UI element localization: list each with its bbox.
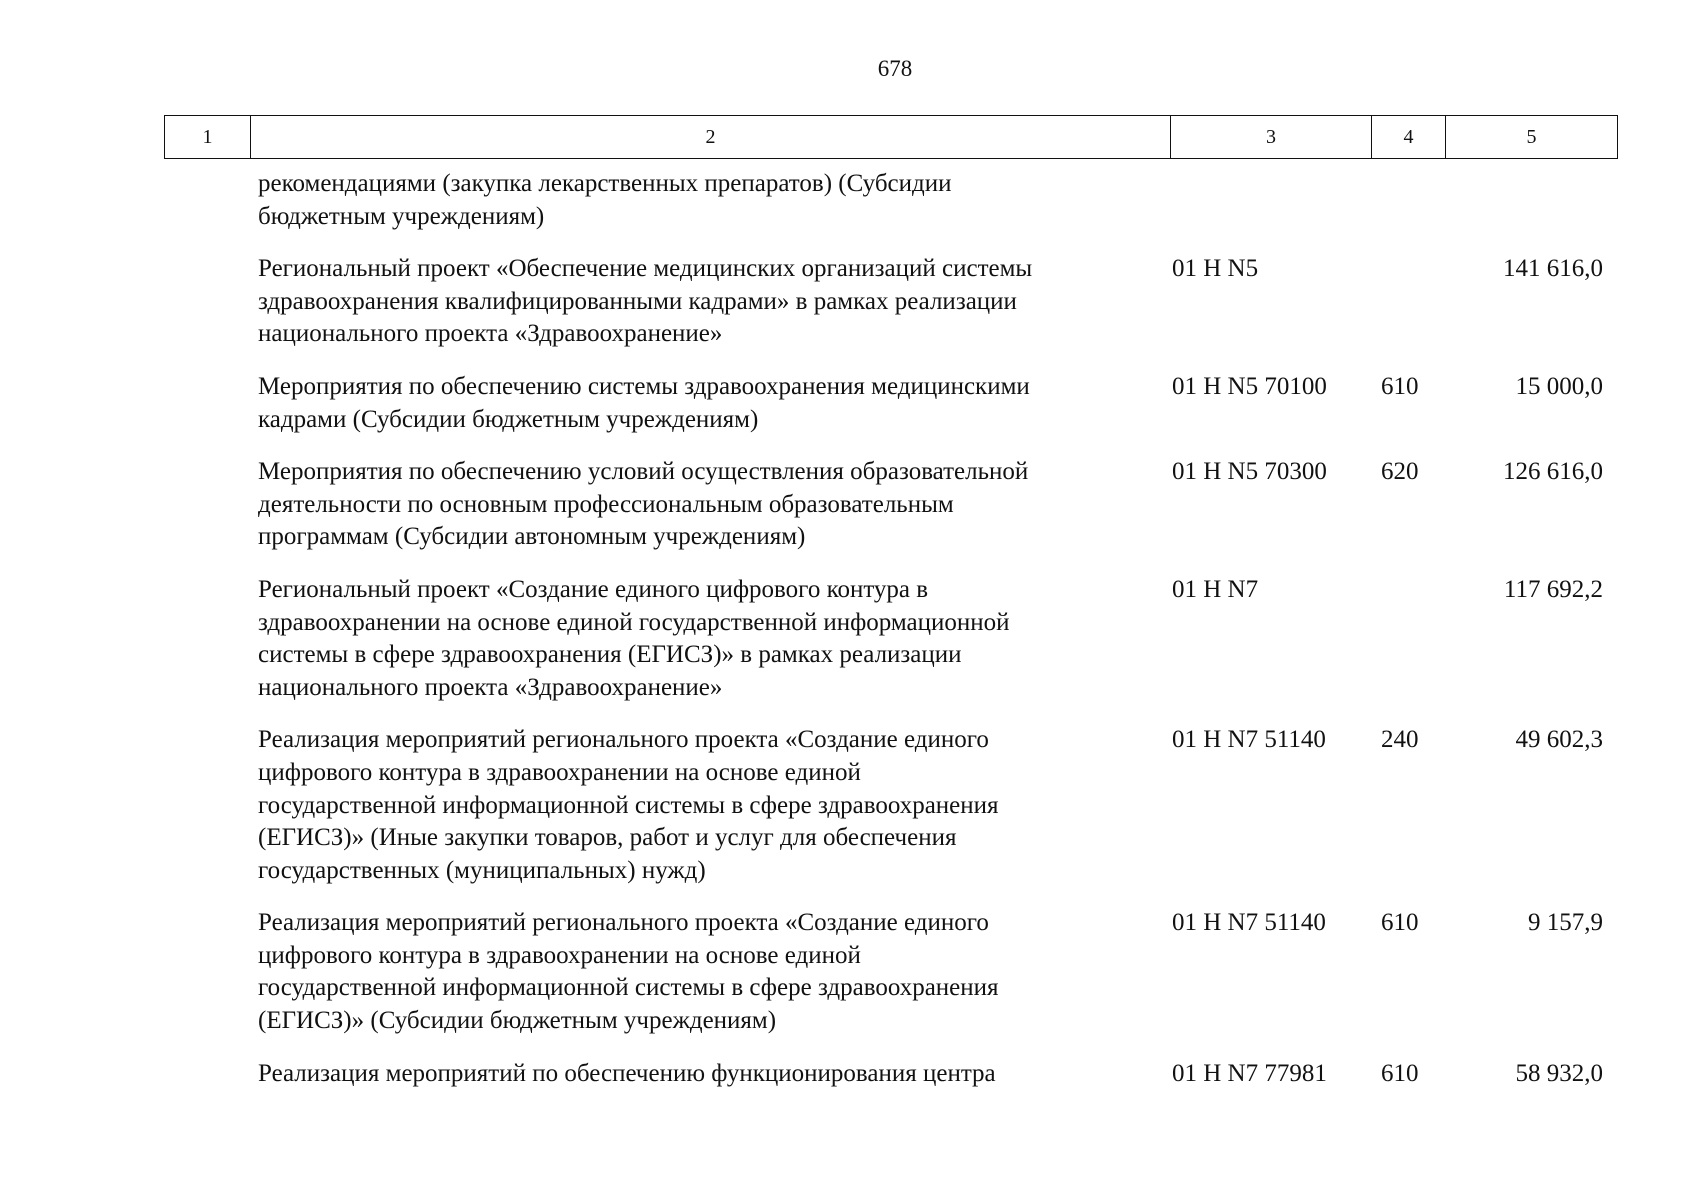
- amount: 15 000,0: [1515, 372, 1603, 400]
- description-line: здравоохранения квалифицированными кадрами» в рамках реализации: [258, 287, 1017, 315]
- amount: 9 157,9: [1528, 909, 1603, 937]
- description-line: Мероприятия по обеспечению условий осуществления образовательной: [258, 458, 1029, 486]
- table-row: [0, 1058, 1697, 1091]
- target-article-code: 01 Н N7 51140: [1172, 909, 1326, 937]
- row-description: [258, 1058, 1138, 1091]
- table-row: [0, 907, 1697, 1037]
- row-description: [258, 253, 1138, 351]
- description-line: Мероприятия по обеспечению системы здравоохранения медицинскими: [258, 372, 1030, 400]
- description-line: государственной информационной системы в сфере здравоохранения: [258, 974, 999, 1002]
- row-description: [258, 456, 1138, 554]
- description-line: (ЕГИСЗ)» (Иные закупки товаров, работ и услуг для обеспечения: [258, 824, 957, 852]
- table-row: [0, 574, 1697, 704]
- expense-type-code: 620: [1381, 458, 1419, 486]
- expense-type-code: 240: [1381, 726, 1419, 754]
- column-header-row: [165, 116, 1618, 159]
- description-line: государственных (муниципальных) нужд): [258, 856, 706, 884]
- description-line: национального проекта «Здравоохранение»: [258, 673, 723, 701]
- table-row: [0, 253, 1697, 351]
- table-row: [0, 168, 1697, 233]
- description-line: цифрового контура в здравоохранении на основе единой: [258, 758, 861, 786]
- amount: 126 616,0: [1503, 458, 1603, 486]
- column-header-3: 3: [1171, 116, 1372, 159]
- target-article-code: 01 Н N5 70100: [1172, 372, 1327, 400]
- description-line: программам (Субсидии автономным учреждениям): [258, 523, 806, 551]
- row-description: [258, 724, 1138, 887]
- table-row: [0, 724, 1697, 887]
- amount: 141 616,0: [1503, 255, 1603, 283]
- expense-type-code: 610: [1381, 909, 1419, 937]
- description-line: бюджетным учреждениям): [258, 202, 545, 230]
- description-line: системы в сфере здравоохранения (ЕГИСЗ)» в рамках реализации: [258, 641, 962, 669]
- amount: 58 932,0: [1515, 1059, 1603, 1087]
- target-article-code: 01 Н N7 51140: [1172, 726, 1326, 754]
- description-line: Реализация мероприятий регионального проекта «Создание единого: [258, 909, 989, 937]
- amount: 117 692,2: [1503, 575, 1603, 603]
- description-line: (ЕГИСЗ)» (Субсидии бюджетным учреждениям): [258, 1007, 777, 1035]
- description-line: кадрами (Субсидии бюджетным учреждениям): [258, 405, 759, 433]
- row-description: [258, 371, 1138, 436]
- description-line: Региональный проект «Обеспечение медицинских организаций системы: [258, 255, 1033, 283]
- row-description: [258, 574, 1138, 704]
- description-line: Реализация мероприятий регионального проекта «Создание единого: [258, 726, 989, 754]
- page-number: 678: [877, 56, 913, 81]
- column-header-5: 5: [1446, 116, 1618, 159]
- description-line: цифрового контура в здравоохранении на основе единой: [258, 941, 861, 969]
- table-row: [0, 371, 1697, 436]
- description-line: национального проекта «Здравоохранение»: [258, 320, 723, 348]
- budget-rows: [0, 168, 1697, 1110]
- expense-type-code: 610: [1381, 1059, 1419, 1087]
- description-line: Реализация мероприятий по обеспечению функционирования центра: [258, 1059, 996, 1087]
- column-header-table: [164, 115, 1618, 159]
- description-line: деятельности по основным профессиональным образовательным: [258, 490, 954, 518]
- amount: 49 602,3: [1515, 726, 1603, 754]
- row-description: [258, 907, 1138, 1037]
- row-description: [258, 168, 1138, 233]
- target-article-code: 01 Н N5 70300: [1172, 458, 1327, 486]
- target-article-code: 01 Н N5: [1172, 255, 1259, 283]
- column-header-4: 4: [1372, 116, 1446, 159]
- description-line: Региональный проект «Создание единого цифрового контура в: [258, 575, 929, 603]
- description-line: рекомендациями (закупка лекарственных препаратов) (Субсидии: [258, 170, 952, 197]
- target-article-code: 01 Н N7: [1172, 575, 1259, 603]
- expense-type-code: 610: [1381, 372, 1419, 400]
- description-line: здравоохранении на основе единой государственной информационной: [258, 608, 1010, 636]
- description-line: государственной информационной системы в сфере здравоохранения: [258, 791, 999, 819]
- table-row: [0, 456, 1697, 554]
- target-article-code: 01 Н N7 77981: [1172, 1059, 1327, 1087]
- column-header-1: 1: [165, 116, 251, 159]
- column-header-2: 2: [251, 116, 1171, 159]
